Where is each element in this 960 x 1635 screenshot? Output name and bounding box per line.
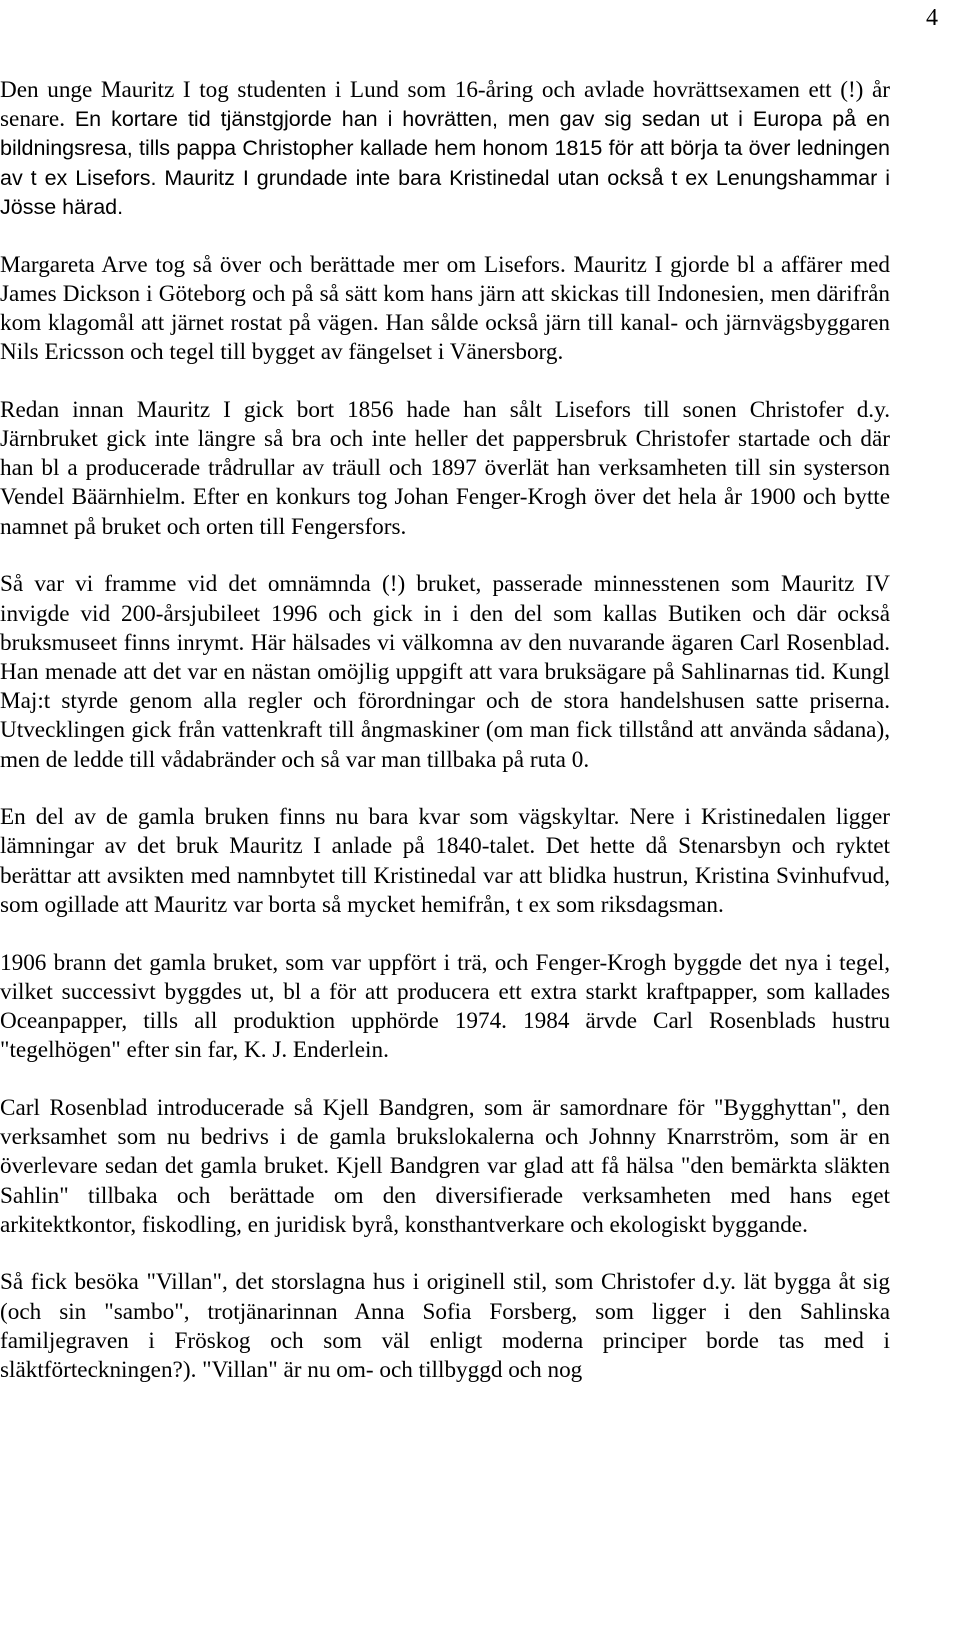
paragraph-2: Margareta Arve tog så över och berättade mer om Lisefors. Mauritz I gjorde bl a affärer med James Dickson i Göteborg och på så sätt kom hans järn att skickas till Indonesien, men därifrån kom klagomål att järnet rostat på vägen. Han sålde också järn till kanal- och järnvägsbyggaren Nils Ericsson och tegel till bygget av fängelset i Vänersborg. — [0, 251, 890, 366]
paragraph-8: Så fick besöka "Villan", det storslagna hus i originell stil, som Christofer d.y. lät bygga åt sig (och sin "sambo", trotjänarinnan Anna Sofia Forsberg, som ligger i den Sahlinska familjegraven i Fröskog och som väl enligt moderna principer borde tas med i släktförteckningen?). "Villan" är nu om- och tillbyggd och nog — [0, 1269, 890, 1384]
paragraph-4: Så var vi framme vid det omnämnda (!) bruket, passerade minnesstenen som Mauritz IV invigde vid 200-årsjubileet 1996 och gick in i den del som kallas Butiken och där också bruksmuseet finns inrymt. Här hälsades vi välkomna av den nuvarande ägaren Carl Rosenblad. Han menade att det var en nästan omöjlig uppgift att vara bruksägare på Sahlinarnas tid. Kungl Maj:t styrde genom alla regler och förordningar och de stora handelshusen satte priserna. Utvecklingen gick från vattenkraft till ångmaskiner (om man fick tillstånd att använda sådana), men de ledde till vådabränder och så var man tillbaka på ruta 0. — [0, 571, 890, 773]
paragraph-5: En del av de gamla bruken finns nu bara kvar som vägskyltar. Nere i Kristinedalen ligger lämningar av det bruk Mauritz I anlade på 1840-talet. Det hette då Stenarsbyn och ryktet berättar att avsikten med namnbytet till Kristinedal var att blidka hustrun, Kristina Svinhufvud, som ogillade att Mauritz var borta så mycket hemifrån, t ex som riksdagsman. — [0, 804, 890, 918]
page-number: 4 — [926, 5, 938, 31]
paragraph-1-sans-text: En kortare tid tjänstgjorde han i hovrätten, men gav sig sedan ut i Europa på en bildningsresa, tills pappa Christopher kallade hem honom 1815 för att börja ta över ledningen av t ex Lisefors. Mauritz I grundade inte bara Kristinedal utan också t ex Lenungshammar i Jösse härad. — [0, 107, 891, 219]
document-body — [0, 76, 890, 1414]
paragraph-3: Redan innan Mauritz I gick bort 1856 hade han sålt Lisefors till sonen Christofer d.y. Järnbruket gick inte längre så bra och inte heller det pappersbruk Christofer startade och där han bl a producerade trådrullar av träull och 1897 överlät han verksamheten till sin systerson Vendel Bäärnhielm. Efter en konkurs tog Johan Fenger-Krogh över det hela år 1900 och bytte namnet på bruket och orten till Fengersfors. — [0, 396, 890, 540]
paragraph-7: Carl Rosenblad introducerade så Kjell Bandgren, som är samordnare för "Bygghyttan", den verksamhet som nu bedrivs i de gamla brukslokalerna och Johnny Knarrström, som är en överlevare sedan det gamla bruket. Kjell Bandgren var glad att få hälsa "den bemärkta släkten Sahlin" tillbaka och berättade om den diversifierade verksamheten med hans eget arkitektkontor, fiskodling, en juridisk byrå, konsthantverkare och ekologiskt byggande. — [0, 1094, 890, 1238]
paragraph-1-serif-text: Den unge Mauritz I tog studenten i Lund som 16-åring och avlade hovrättsexamen ett (!) år senare. — [0, 77, 890, 133]
paragraph-1 — [0, 76, 890, 222]
paragraph-6: 1906 brann det gamla bruket, som var uppfört i trä, och Fenger-Krogh byggde det nya i tegel, vilket successivt byggdes ut, bl a för att producera ett extra starkt kraftpapper, som kallades Oceanpapper, tills all produktion upphörde 1974. 1984 ärvde Carl Rosenblads hustru "tegelhögen" efter sin far, K. J. Enderlein. — [0, 949, 890, 1064]
